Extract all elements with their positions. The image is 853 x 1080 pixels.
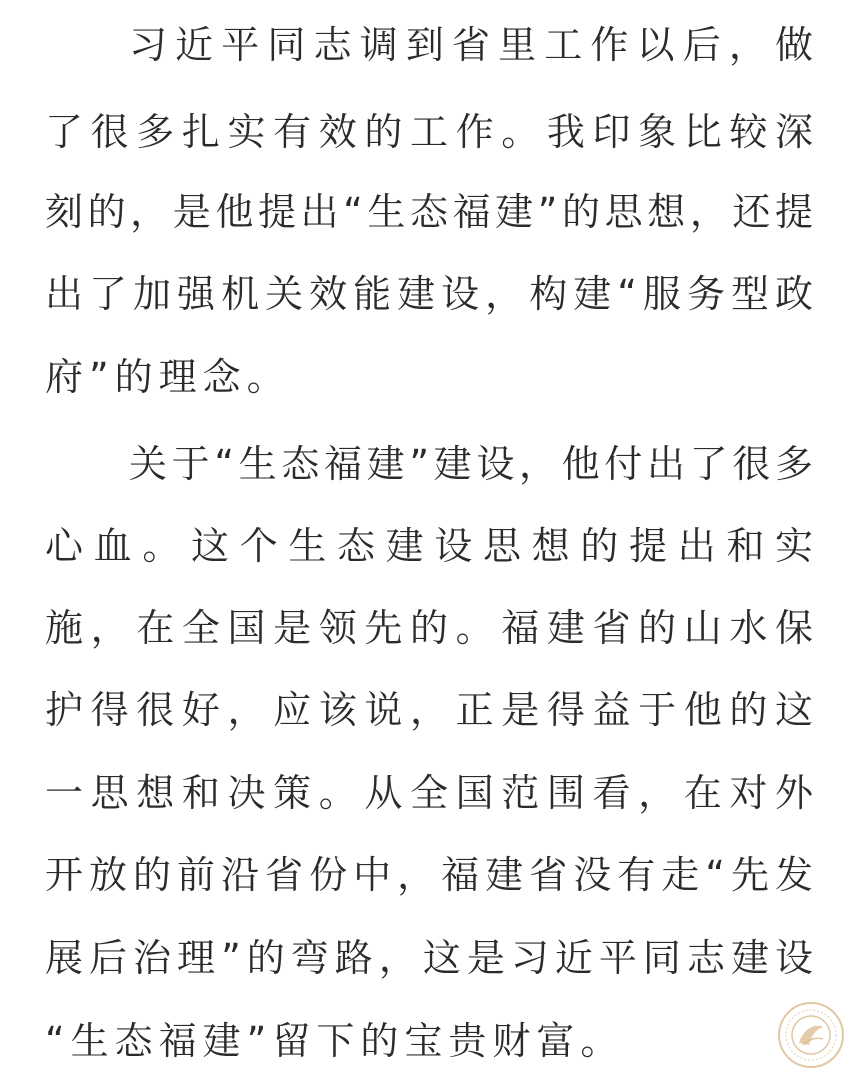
paragraph-2-line-5: 一思想和决策。从全国范围看，在对外 xyxy=(45,771,813,815)
paragraph-2-line-2: 心血。这个生态建设思想的提出和实 xyxy=(45,524,813,568)
paragraph-1-line-2: 了很多扎实有效的工作。我印象比较深 xyxy=(45,110,813,154)
paragraph-1-line-5: 府”的理念。 xyxy=(45,355,291,399)
paragraph-2-line-4: 护得很好，应该说，正是得益于他的这 xyxy=(45,688,813,732)
paragraph-2-line-3: 施，在全国是领先的。福建省的山水保 xyxy=(45,606,813,650)
watermark-seal-icon xyxy=(777,1001,845,1069)
paragraph-2-line-1: 关于“生态福建”建设，他付出了很多 xyxy=(129,442,813,486)
paragraph-1-line-4: 出了加强机关效能建设，构建“服务型政 xyxy=(45,272,813,316)
paragraph-2-line-7: 展后治理”的弯路，这是习近平同志建设 xyxy=(45,936,813,980)
seal-logo-icon xyxy=(777,1001,845,1069)
paragraph-1-line-1: 习近平同志调到省里工作以后，做 xyxy=(129,23,813,67)
paragraph-2-line-6: 开放的前沿省份中，福建省没有走“先发 xyxy=(45,853,813,897)
paragraph-1-line-3: 刻的，是他提出“生态福建”的思想，还提 xyxy=(45,190,813,234)
paragraph-2-line-8: “生态福建”留下的宝贵财富。 xyxy=(45,1019,625,1063)
